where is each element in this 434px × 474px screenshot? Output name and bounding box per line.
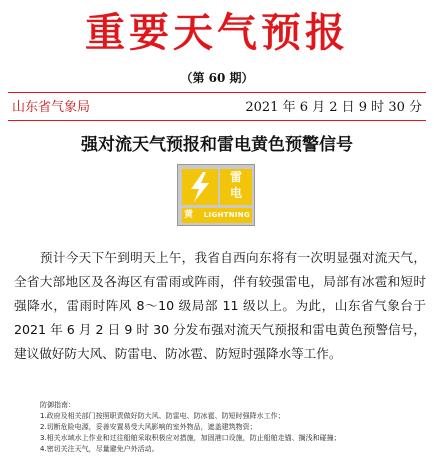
defense-guide-item: 3.相关水域水上作业和过往船舶采取积极应对措施，加固港口设施，防止船舶走锚、搁浅和碰撞； <box>40 434 341 442</box>
issue-datetime: 2021 年 6 月 2 日 9 时 30 分 <box>245 100 422 115</box>
lightning-yellow-warning-signal <box>177 164 255 226</box>
defense-guide-heading: 防御指南： <box>40 401 75 409</box>
header-divider-bottom <box>8 120 426 121</box>
signal-char-top: 雷 <box>229 170 242 184</box>
defense-guide-item: 4.密切关注天气，尽量避免户外活动。 <box>40 445 159 453</box>
masthead-title: 重要天气预报 <box>85 9 349 56</box>
defense-guide-item: 2.切断危险电源，妥善安置易受大风影响的室外物品，遮盖建筑物资； <box>40 423 257 431</box>
signal-label-en: LIGHTNING <box>203 211 250 219</box>
forecast-paragraph: 预计今天下午到明天上午，我省自西向东将有一次明显强对流天气，全省大部地区及各海区有雷雨或阵雨，伴有较强雷电，局部有冰雹和短时强降水，雷雨时阵风 8～10 级局部 11 级以上。为此，山东省气象台于 2021 年 6 月 2 日 9 时 30 分发布强对流天气预报和雷电黄色预警信号，建议做好防大风、防雷电、防冰雹、防短时强降水等工作。 <box>14 250 426 361</box>
header-divider <box>8 92 426 93</box>
signal-characters <box>220 169 252 205</box>
defense-guide <box>40 400 426 470</box>
forecast-body <box>14 246 426 366</box>
issuing-organization: 山东省气象局 <box>12 100 91 115</box>
defense-guide-item: 1.政府及相关部门按照职责做好防大风、防雷电、防冰雹、防短时强降水工作； <box>40 412 285 420</box>
issue-number: （第 60 期） <box>180 71 254 85</box>
signal-label-cn: 黄 <box>184 210 194 220</box>
lightning-bolt-icon <box>182 169 218 205</box>
signal-char-bottom: 电 <box>229 186 242 200</box>
signal-label-bar <box>182 208 252 223</box>
document-title: 强对流天气预报和雷电黄色预警信号 <box>81 135 353 155</box>
